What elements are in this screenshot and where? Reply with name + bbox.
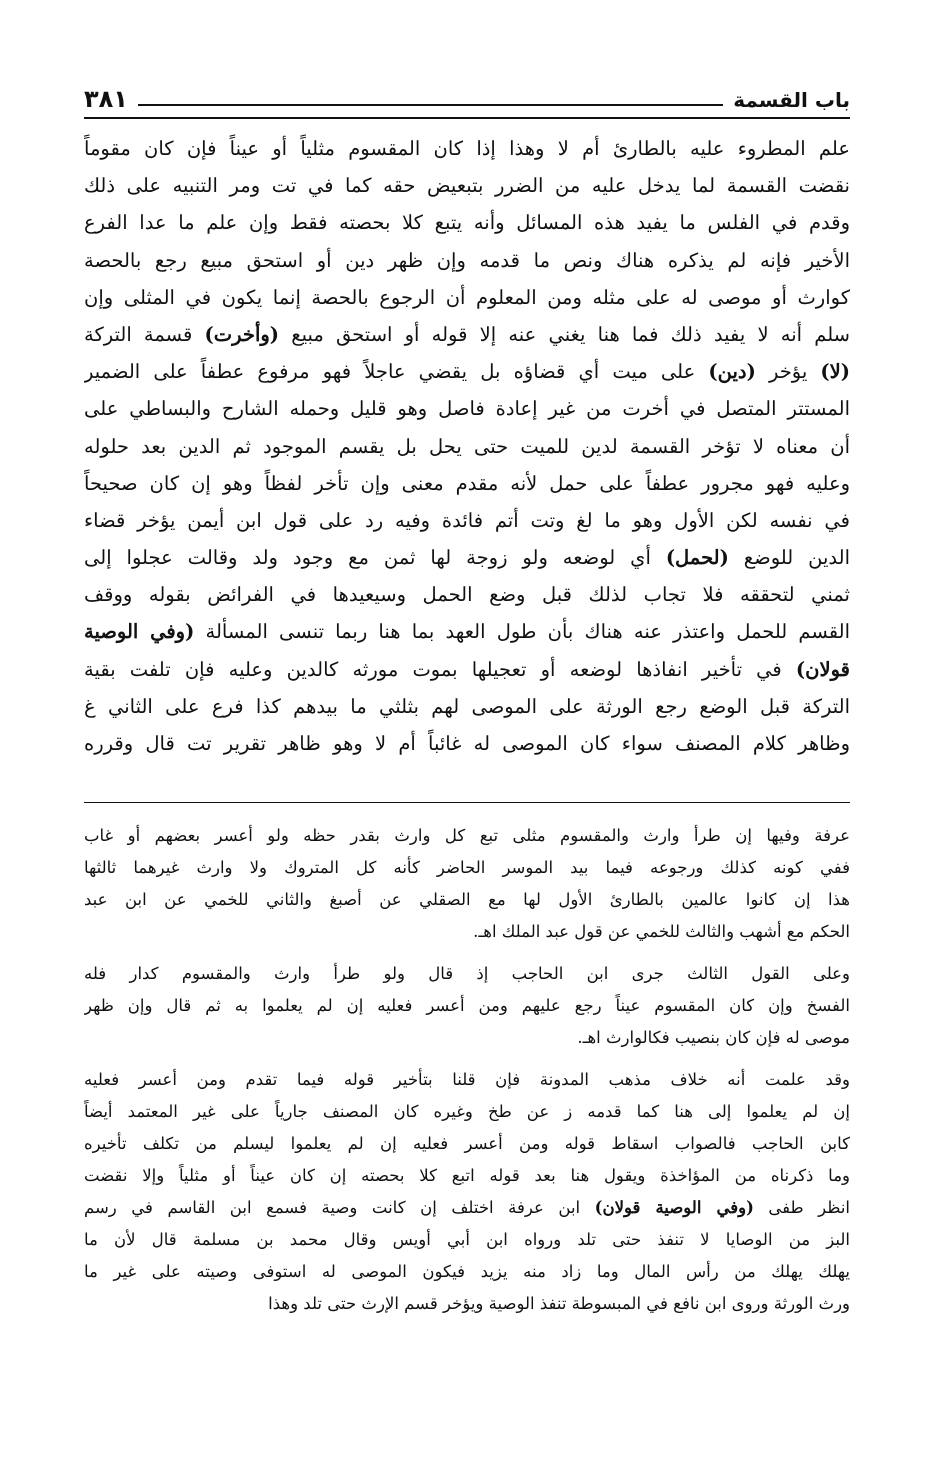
text-line xyxy=(84,1256,850,1288)
text-line xyxy=(84,990,850,1022)
text-line xyxy=(84,576,850,613)
text-segment: علم المطروء عليه بالطارئ أم لا وهذا إذا كان المقسوم مثلياً أو عيناً فإن كان مقوماً xyxy=(84,137,850,160)
text-segment: كابن الحاجب فالصواب اسقاط قوله ومن أعسر فعليه إن لم يعلموا ليسلم من تكلف تأخيره xyxy=(84,1134,850,1153)
text-line xyxy=(84,316,850,353)
text-line xyxy=(84,1192,850,1224)
text-segment: وما ذكرناه من المؤاخذة ويقول هنا بعد قوله اتبع كلا بحصته إن كان عيناً أو مثلياً وإلا نقضت xyxy=(84,1166,850,1185)
commentary-notes xyxy=(84,820,850,1320)
text-line xyxy=(84,916,850,948)
text-segment: ثمني لتحققه فلا تجاب لذلك قبل وضع الحمل وسيعيدها في الفرائض بقوله ووقف xyxy=(84,583,850,607)
text-line xyxy=(84,1128,850,1160)
note-paragraph xyxy=(84,1064,850,1320)
text-line xyxy=(84,958,850,990)
bold-matn-text: (لحمل) xyxy=(665,546,729,570)
text-segment: الحكم مع أشهب والثالث للخمي عن قول عبد الملك اهـ. xyxy=(473,922,850,941)
text-line xyxy=(84,613,850,650)
text-segment: المستتر المتصل في أخرت من غير إعادة فاصل وهو قليل وحمله الشارح والبساطي على xyxy=(84,397,850,421)
text-segment: ورث الورثة وروى ابن نافع في المبسوطة تنفذ الوصية ويؤخر قسم الإرث حتى تلد وهذا xyxy=(268,1294,850,1313)
text-line xyxy=(84,204,850,241)
text-segment: هذا إن كانوا عالمين بالطارئ الأول لها مع الصقلي عن أصبغ والثاني للخمي عن ابن عبد xyxy=(84,890,850,909)
text-segment: يهلك يهلك من رأس المال وما زاد منه يزيد فيكون الموصى له استوفى وصيته على غير ما xyxy=(84,1262,850,1281)
text-segment: ابن عرفة اختلف إن كانت وصية فسمع ابن القاسم في رسم xyxy=(84,1198,595,1217)
text-segment: سلم أنه لا يفيد ذلك فما هنا يغني عنه إلا قوله أو استحق مبيع xyxy=(279,322,850,346)
text-segment: الفسخ وإن كان المقسوم عيناً رجع عليهم ومن أعسر فعليه إن لم يعلموا به ثم قال وإن ظهر xyxy=(84,996,850,1015)
text-segment: موصى له فإن كان بنصيب فكالوارث اهـ. xyxy=(577,1028,850,1047)
text-segment: التركة قبل الوضع رجع الورثة على الموصى لهم بثلثي ما بيدهم كذا فرع على الثاني غ xyxy=(84,694,850,718)
text-segment: أي لوضعه ولو زوجة لها ثمن مع وجود ولد وقالت عجلوا إلى xyxy=(84,546,666,570)
bold-matn-text: (وفي الوصية xyxy=(84,620,195,644)
text-line xyxy=(84,390,850,427)
header-divider xyxy=(84,117,850,119)
text-segment: وقد علمت أنه خلاف مذهب المدونة فإن قلنا بتأخير قوله فيما تقدم ومن أعسر فعليه xyxy=(84,1070,850,1089)
text-line xyxy=(84,279,850,316)
text-segment: أن معناه لا تؤخر القسمة لدين للميت حتى يحل بل يقسم الموجود ثم الدين بعد حلوله xyxy=(84,434,850,458)
text-segment: القسم للحمل واعتذر عنه هناك بأن طول العهد بما هنا ربما تنسى المسألة xyxy=(194,620,850,644)
text-segment: عرفة وفيها إن طرأ وارث والمقسوم مثلى تبع كل وارث بقدر حظه ولو أعسر بعضهم أو غاب xyxy=(84,826,850,845)
bold-matn-text: (دين) xyxy=(708,360,756,384)
text-line xyxy=(84,852,850,884)
text-segment: نقضت القسمة لما يدخل عليه من الضرر بتبعيض حقه كما في تت ومر التنبيه على ذلك xyxy=(84,174,850,198)
text-line xyxy=(84,1288,850,1320)
text-line xyxy=(84,651,850,688)
note-paragraph xyxy=(84,820,850,948)
bold-matn-text: (وفي الوصية قولان) xyxy=(594,1198,754,1217)
text-segment: البز من الوصايا لا تنفذ حتى تلد ورواه ابن أبي أويس وقال محمد بن مسلمة قال لأن ما xyxy=(84,1230,850,1249)
text-segment: ففي كونه كذلك ورجوعه فيما بيد الموسر الحاضر كأنه كل المتروك ولا وارث غيرهما ثالثها xyxy=(84,858,850,877)
text-segment: وعليه فهو مجرور عطفاً على حمل لأنه مقدم معنى وإن تأخر لفظاً وهو إن كان صحيحاً xyxy=(84,471,850,495)
text-line xyxy=(84,1096,850,1128)
text-segment: وعلى القول الثالث جرى ابن الحاجب إذ قال ولو طرأ وارث والمقسوم كدار فله xyxy=(84,964,850,983)
text-segment: في تأخير انفاذها لوضعه أو تعجيلها بموت مورثه كالدين وعليه فإن تلفت بقية xyxy=(84,657,796,681)
text-line xyxy=(84,242,850,279)
note-paragraph xyxy=(84,958,850,1054)
text-line xyxy=(84,465,850,502)
header-rule xyxy=(138,104,723,106)
text-segment: وقدم في الفلس ما يفيد هذه المسائل وأنه يتبع كلا بحصته فقط وإن علم ما عدا الفرع xyxy=(84,211,850,235)
text-line xyxy=(84,884,850,916)
text-line xyxy=(84,1224,850,1256)
text-segment: انظر طفى xyxy=(753,1198,850,1217)
bold-matn-text: (لا) xyxy=(820,360,850,384)
text-segment: كوارث أو موصى له على مثله ومن المعلوم أن الرجوع بالحصة إنما يكون في المثلى وإن xyxy=(84,285,850,309)
text-line xyxy=(84,1160,850,1192)
paragraph-gap xyxy=(84,1054,850,1064)
text-line xyxy=(84,725,850,762)
main-text xyxy=(84,130,850,762)
text-line xyxy=(84,502,850,539)
text-segment: الدين للوضع xyxy=(728,546,850,570)
text-line xyxy=(84,428,850,465)
bold-matn-text: (وأخرت) xyxy=(204,322,280,346)
text-line xyxy=(84,539,850,576)
text-segment: يؤخر xyxy=(755,360,821,384)
text-segment: في نفسه لكن الأول وهو ما لغ وتت أتم فائدة وفيه رد على قول ابن أيمن يؤخر قضاء xyxy=(84,508,850,532)
text-line xyxy=(84,167,850,204)
text-segment: وظاهر كلام المصنف سواء كان الموصى له غائباً أم لا وهو ظاهر تقرير تت قال وقرره xyxy=(84,732,850,755)
text-line xyxy=(84,688,850,725)
text-line xyxy=(84,1022,850,1054)
text-line xyxy=(84,820,850,852)
running-title: باب القسمة xyxy=(733,88,850,112)
text-segment: على ميت أي قضاؤه بل يقضي عاجلاً فهو مرفوع عطفاً على الضمير xyxy=(84,360,709,384)
page-number: ٣٨١ xyxy=(84,85,128,113)
bold-matn-text: قولان) xyxy=(795,657,850,681)
paragraph-gap xyxy=(84,948,850,958)
text-line xyxy=(84,1064,850,1096)
text-segment: قسمة التركة xyxy=(84,322,205,346)
text-line xyxy=(84,130,850,167)
footnote-divider xyxy=(84,802,850,803)
text-segment: إن لم يعلموا إلى هنا كما قدمه ز عن طخ وغيره كان المصنف جارياً على غير المعتمد أيضاً xyxy=(84,1102,850,1121)
page-header xyxy=(84,80,850,112)
text-line xyxy=(84,353,850,390)
text-segment: الأخير فإنه لم يذكره هناك ونص ما قدمه وإن ظهر دين أو استحق مبيع رجع بالحصة xyxy=(84,248,850,272)
